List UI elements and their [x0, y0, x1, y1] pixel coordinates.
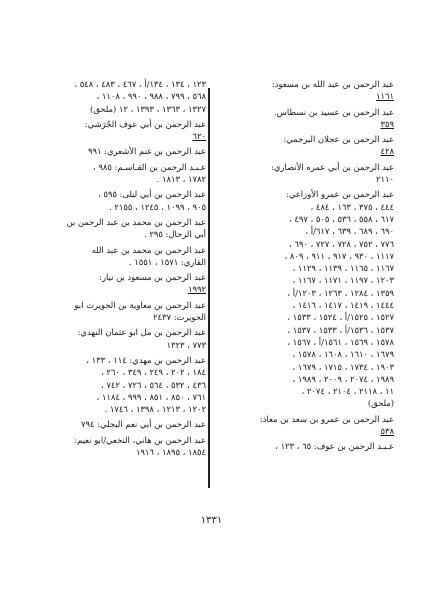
index-entry [216, 78, 394, 103]
entry-line: الحويرث: ٢٤٣٧ [153, 312, 206, 323]
entry-line: ١٣٥٩ ، ١٢٨٤ ، ١٢٦٣ ، ١٢٠٣/أ ، [287, 287, 394, 298]
entry-line: عبد الرحمن بن أبي ليلى: ٥٩٥ ، [98, 189, 206, 200]
entry-reference: ٥٣٨ [380, 426, 394, 437]
entry-line: ٩٠٥ ، ١٠٩٩ ، ١٢٤٥ ، ٢١٥٥ . [109, 201, 206, 212]
index-entry [18, 118, 206, 143]
entry-line: ٧٦١ ، ٨٥٠ ، ٨٥١ ، ٩٩٩ ، ١١٨٤ ، [96, 391, 206, 402]
entry-line: ٦١٧ ، ٥٥٨ ، ٥٣٦ ، ٥٠٥ ، ٤٩٧ ، [289, 213, 394, 224]
entry-line: ٥٦٨ ، ٧٩٩ ، ٩٨٨ ، ٩٩٠ ، ١١٠٨ ، [96, 91, 206, 102]
index-entry [18, 145, 206, 157]
index-entry [18, 271, 206, 296]
entry-line: ١٥٣٧ ، ١٥٣٦/أ ، ١٥٣٣ ، ١٥٣٧ ، [287, 324, 394, 335]
entry-line: عبد الرحمن بن مهدي: ١١٤ ، ١٣٣ ، [86, 354, 206, 365]
entry-line: أبي الرحال: ٢٩٥ . [144, 229, 206, 240]
index-entry [18, 78, 206, 115]
entry-line: عبد الرحمن بن هاني، النخعي/ابو نعيم: [74, 434, 206, 445]
entry-line: ١٤٤٤ ، ١٤١٩ ، ١٤١٧ ، ١٤١٦ ، [292, 300, 394, 311]
entry-line: عبد الرحمن بن عبد الله بن مسعود: [271, 79, 394, 89]
entry-line: عبد الرحمن بن محمد بن عبد الرحمن بن [66, 216, 206, 227]
entry-line: عبد الرحمن بن أبي عوف الجُرَشي: [84, 118, 206, 129]
index-entry [18, 354, 206, 415]
entry-line: عبد الرحمن بن غنم الأشعري: ٩٩١ [88, 146, 206, 157]
index-entry [18, 418, 206, 430]
index-entry [216, 188, 394, 409]
index-entry [18, 326, 206, 351]
entry-line: ١٨٤ ، ٢٠٢ ، ٢٤٩ ، ٣٤٩ ، ٢٦٠ ، [101, 367, 206, 378]
entry-line: عبد الرحمن بن عجلان البرجمي: [283, 134, 394, 145]
index-entry [216, 106, 394, 131]
entry-line: ١٩٠٣ ، ١٧٣٤ ، ١٧١٥ ، ١٦٧٩ ، [292, 361, 394, 372]
entry-line: (ملحق) [367, 398, 394, 409]
entry-reference: ٣٥٩ [380, 118, 394, 129]
index-column-left [18, 78, 206, 461]
entry-line: عبد الرحمن بن أبي نعم البجلي: ٧٩٤ [81, 419, 206, 430]
page-number: ١٣٣١ [200, 515, 223, 526]
index-entry [18, 161, 206, 186]
entry-line: عبد الرحمن بن عمرو بن سعد بن معاذ: [259, 413, 394, 424]
index-entry [18, 188, 206, 213]
entry-line: القاري: ١٥٧١ ، ١٥٥١ . [128, 256, 206, 267]
entry-line: ١٣٢٧ ، ١٣٦٣ ، ١٣٩٣ ، ١٢ (ملحق) [90, 103, 206, 114]
column-divider [208, 88, 210, 488]
entry-line: ٤٤٤ ، ٣٧٥ ، ١٦٣ ، ٤٨٤ ، [310, 201, 394, 212]
index-entry [216, 161, 394, 186]
entry-line: ١٢٠٣ ، ١١٩٧ ، ١١٧١ ، ١١٦٧ ، [292, 275, 394, 286]
index-entry [18, 299, 206, 324]
entry-line: عبد الرحمن بن أبي عمره الأنصاري: [271, 161, 394, 172]
index-entry [216, 133, 394, 158]
entry-line: عـبـد الرحمن بن عوف: ٦٥ ، ١٢٣ ، [275, 441, 394, 452]
entry-line: عبد الرحمن بن عمرو الأوزاعي: [286, 189, 394, 200]
index-entry [216, 413, 394, 438]
entry-line: عبد الرحمن بن محمد بن عبد الله [91, 244, 206, 255]
entry-line: ٧٧٦ ، ٧٥٢ ، ٧٢٨ ، ٧٢٧ ، ٦٩٠ ، [289, 238, 394, 249]
entry-line: عـبـد الرحمن بن القـاسـم: ٩٨٥ ، [93, 161, 206, 172]
entry-reference: ١١٦١ [376, 91, 394, 102]
entry-reference: ٦٢٠ [192, 131, 206, 142]
entry-line: ١٥٢٧ ، ١٥٢٥/أ ، ١٥٢٤ ، ١٥٣٣ ، [287, 312, 394, 323]
entry-line: ١٥٧٨ ، ١٥٦٩ ، ١٥٦١/أ ، ١٥٦٧ ، [287, 336, 394, 347]
index-entry [18, 244, 206, 269]
entry-line: ١٦٧٩ ، ١٦١٠ ، ١٦٠٨ ، ١٥٧٨ ، [292, 349, 394, 360]
entry-line: ١١٦٧ ، ١١٦٥ ، ١١٣٩ ، ١١٢٩ ، [292, 263, 394, 274]
index-entry [216, 440, 394, 452]
entry-line: عبد الرحمن بن معاوية بن الحويرث ابو [74, 299, 206, 310]
entry-reference: ١٩٩٢ [188, 284, 206, 295]
entry-line: ١٢٠٢ ، ١٢١٣ ، ١٣٩٨ ، ١٧٤٦ . [104, 404, 206, 415]
entry-line: ١٩٨٩ ، ٢٠٧٤ ، ٢٠٠٩ ، ١٩٨٩ ، [292, 373, 394, 384]
index-entry [18, 216, 206, 241]
entry-line: ١٨٥٤ ، ١٨٩٥ ، ١٩١٦ [135, 447, 206, 458]
entry-line: ٤٣٦ ، ٥٣٢ ، ٥٦٤ ، ٧٢٦ ، ٧٤٢ ، [101, 379, 206, 390]
entry-line: ١١ ، ٢١١٨ ، ٢١٠٤ ، ٢٠٧٤ ، [301, 386, 394, 397]
entry-line: ٦٩٠ ، ٦٨٩ ، ٦٣٩ ، ٦١٧/أ ، [305, 226, 394, 237]
entry-line: عبد الرحمن بن عسيد بن نسطاس. [273, 106, 394, 117]
entry-line: ١٧٨٢ ، ١٨١٣ . [156, 174, 206, 185]
entry-line: ١١١٧ ، ٩٣٠ ، ٩١٧ ، ٩١١ ، ٨٠٩ ، [284, 250, 394, 261]
entry-reference: ٢١١٠ [376, 174, 394, 185]
entry-reference: ٤٢٨ [380, 146, 394, 157]
entry-line: ٧٧٣ ، ١٣٢٣ [166, 339, 206, 350]
index-entry [18, 434, 206, 459]
entry-line: ١٢٣ ، ١٣٤ ، ١٣٤/أ ، ٤٦٧ ، ٤٨٣ ، ٥٤٨ ، [74, 79, 206, 89]
index-column-right [216, 78, 394, 456]
entry-line: عبد الرحمن بن مسعود بن نيار: [99, 272, 206, 283]
entry-line: عبد الرحمن بن مل ابو عثمان النهدي: [77, 327, 206, 338]
